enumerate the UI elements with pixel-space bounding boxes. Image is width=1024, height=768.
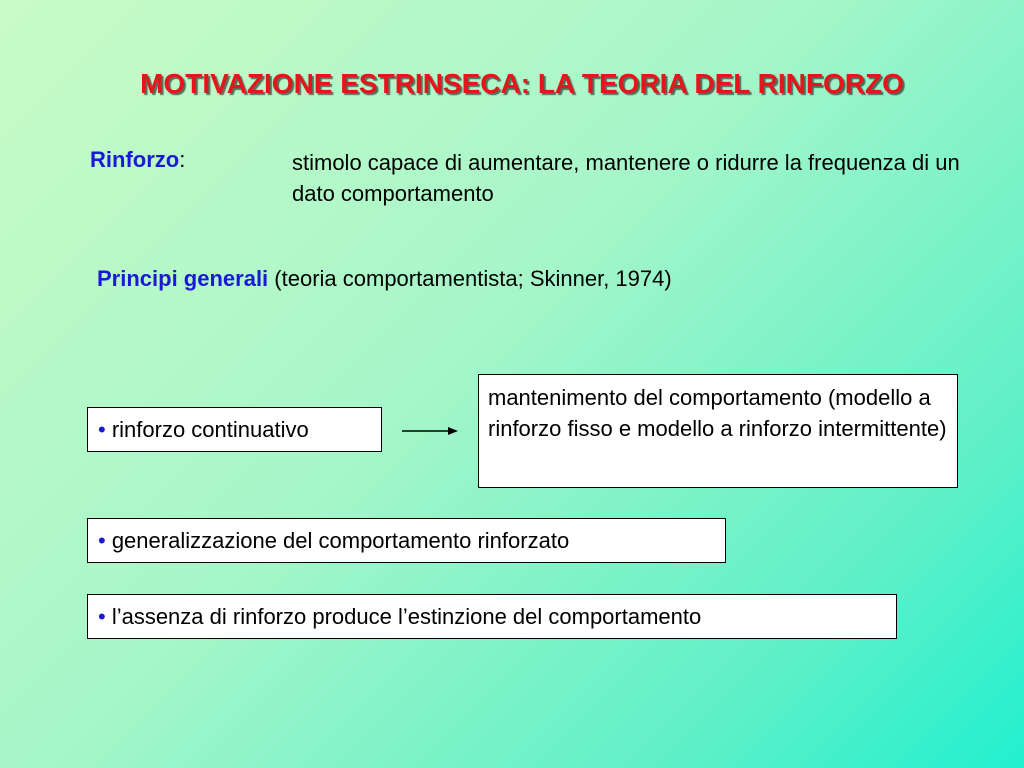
principles-label: Principi generali [97, 266, 269, 291]
box-behavior-maintenance: mantenimento del comportamento (modello a rinforzo fisso e modello a rinforzo intermittente) [478, 374, 958, 488]
box-generalization [87, 518, 726, 563]
principles-note: (teoria comportamentista; Skinner, 1974) [268, 266, 672, 291]
box-text: rinforzo continuativo [105, 417, 309, 442]
box-text: l’assenza di rinforzo produce l’estinzione del comportamento [105, 604, 702, 629]
term-label: Rinforzo [90, 147, 180, 172]
bullet-icon: • [98, 528, 106, 553]
definition-text: stimolo capace di aumentare, mantenere o ridurre la frequenza di un dato comportamento [292, 150, 960, 206]
box-extinction [87, 594, 897, 639]
slide-title: MOTIVAZIONE ESTRINSECA: LA TEORIA DEL RINFORZO [140, 68, 904, 99]
right-arrow-icon [402, 423, 458, 439]
principles-heading [97, 266, 672, 292]
box-text: generalizzazione del comportamento rinforzato [105, 528, 570, 553]
term-separator: : [179, 147, 186, 172]
bullet-icon: • [98, 417, 106, 442]
definition-term [90, 147, 185, 173]
bullet-icon: • [98, 604, 106, 629]
box-continuous-reinforcement [87, 407, 382, 452]
